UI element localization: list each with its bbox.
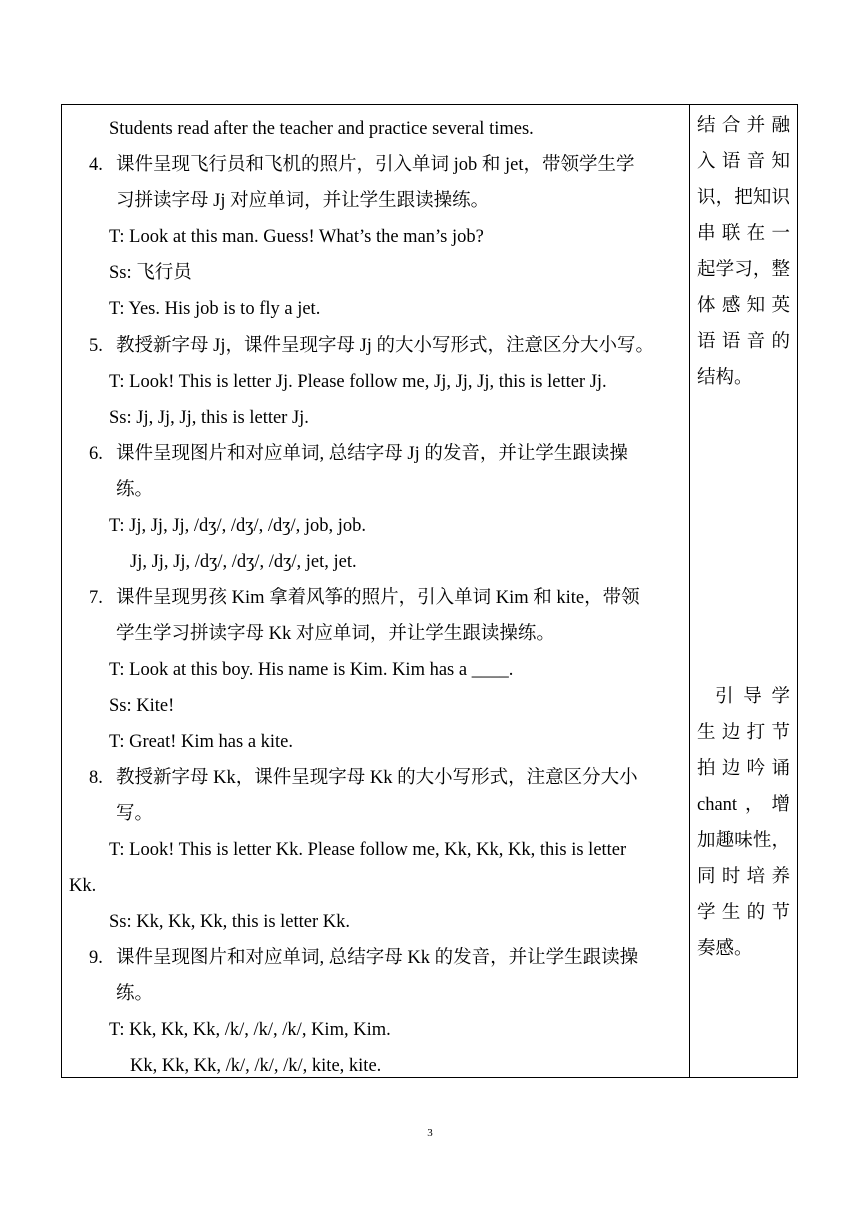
- note-line: 体感知英: [697, 296, 790, 316]
- text-line: T: Great! Kim has a kite.: [109, 732, 294, 752]
- text-line: 学生学习拼读字母 Kk 对应单词，并让学生跟读操练。: [116, 624, 555, 644]
- procedure-column: [62, 105, 688, 1077]
- note-line: 生边打节: [697, 723, 790, 743]
- item-number: 4.: [89, 155, 103, 175]
- text-line: T: Kk, Kk, Kk, /k/, /k/, /k/, Kim, Kim.: [109, 1020, 391, 1040]
- text-line: Ss: Jj, Jj, Jj, this is letter Jj.: [109, 408, 309, 428]
- text-line: 写。: [116, 804, 154, 824]
- note-line: 加趣味性，: [697, 831, 790, 851]
- lesson-table: [61, 104, 798, 1078]
- text-line: T: Look at this man. Guess! What’s the man’s job?: [109, 227, 484, 247]
- note-line: chant，增: [697, 795, 790, 815]
- text-line: T: Jj, Jj, Jj, /dʒ/, /dʒ/, /dʒ/, job, job.: [109, 516, 367, 536]
- text-line: Ss: 飞行员: [109, 263, 192, 283]
- note-line: 奏感。: [697, 939, 753, 959]
- item-number: 6.: [89, 444, 103, 464]
- item-text: 课件呈现图片和对应单词, 总结字母 Jj 的发音，并让学生跟读操: [116, 444, 628, 464]
- item-number: 8.: [89, 768, 103, 788]
- note-line: 起学习，整: [697, 260, 790, 280]
- note-line: 入语音知: [697, 152, 790, 172]
- note-line: 同时培养: [697, 867, 790, 887]
- text-line: 练。: [116, 984, 154, 1004]
- design-note-phonics: [697, 108, 790, 396]
- text-line: T: Look! This is letter Kk. Please follow me, Kk, Kk, Kk, this is letter: [109, 840, 627, 860]
- text-line: T: Look at this boy. His name is Kim. Kim has a ____.: [109, 660, 514, 680]
- item-text: 课件呈现飞行员和飞机的照片，引入单词 job 和 jet，带领学生学: [116, 155, 635, 175]
- note-line: 识，把知识: [697, 188, 790, 208]
- note-line: 学生的节: [697, 903, 790, 923]
- text-line: 练。: [116, 480, 154, 500]
- note-line: 串联在一: [697, 224, 790, 244]
- note-line: 语语音的: [697, 332, 790, 352]
- text-line: Kk, Kk, Kk, /k/, /k/, /k/, kite, kite.: [130, 1056, 382, 1076]
- item-text: 课件呈现图片和对应单词, 总结字母 Kk 的发音，并让学生跟读操: [116, 948, 639, 968]
- item-number: 5.: [89, 336, 103, 356]
- note-line: 引导学: [715, 687, 790, 707]
- text-line: Students read after the teacher and practice several times.: [109, 119, 534, 139]
- text-line: 习拼读字母 Jj 对应单词，并让学生跟读操练。: [116, 191, 490, 211]
- item-number: 9.: [89, 948, 103, 968]
- item-text: 课件呈现男孩 Kim 拿着风筝的照片，引入单词 Kim 和 kite，带领: [116, 588, 640, 608]
- design-note-chant: [697, 679, 790, 967]
- design-intent-column: [690, 105, 798, 1077]
- item-number: 7.: [89, 588, 103, 608]
- note-line: 拍边吟诵: [697, 759, 790, 779]
- text-line: Ss: Kk, Kk, Kk, this is letter Kk.: [109, 912, 351, 932]
- note-line: 结构。: [697, 368, 753, 388]
- page-number: 3: [427, 1127, 433, 1139]
- item-text: 教授新字母 Kk，课件呈现字母 Kk 的大小写形式，注意区分大小: [116, 768, 638, 788]
- item-text: 教授新字母 Jj，课件呈现字母 Jj 的大小写形式，注意区分大小写。: [116, 336, 655, 356]
- text-line: T: Yes. His job is to fly a jet.: [109, 299, 321, 319]
- text-line: Kk.: [69, 876, 97, 896]
- text-line: Jj, Jj, Jj, /dʒ/, /dʒ/, /dʒ/, jet, jet.: [130, 552, 357, 572]
- note-line: 结合并融: [697, 116, 790, 136]
- text-line: Ss: Kite!: [109, 696, 175, 716]
- text-line: T: Look! This is letter Jj. Please follow me, Jj, Jj, Jj, this is letter Jj.: [109, 372, 607, 392]
